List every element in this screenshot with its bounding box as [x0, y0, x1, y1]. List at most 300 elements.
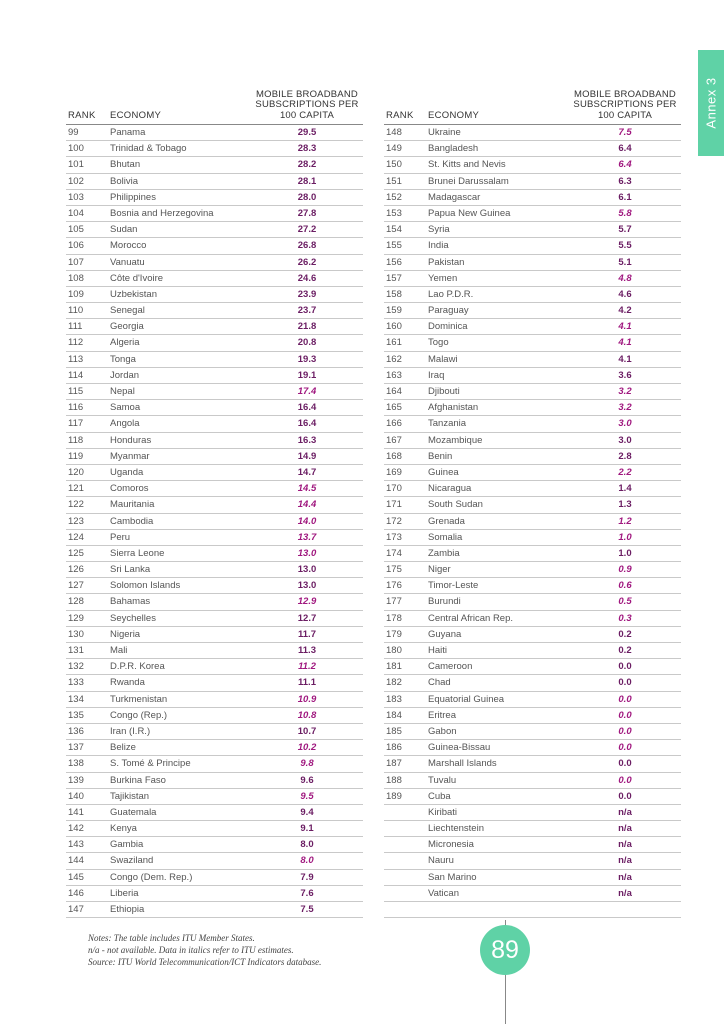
rank-cell: 167 — [386, 434, 402, 446]
rank-cell: 184 — [386, 709, 402, 721]
economy-cell: Guyana — [428, 628, 462, 640]
value-cell: 27.8 — [297, 207, 317, 219]
value-cell: 10.2 — [297, 742, 317, 754]
table-header — [384, 86, 681, 125]
value-cell: n/a — [618, 823, 632, 835]
table-row — [384, 238, 681, 254]
table-row — [66, 659, 363, 675]
ranking-table-left — [66, 86, 363, 918]
economy-cell: Ethiopia — [110, 904, 145, 915]
annex-label: Annex 3 — [703, 77, 719, 129]
rank-cell: 127 — [68, 580, 84, 592]
rank-header: RANK — [386, 110, 414, 121]
economy-cell: Guinea — [428, 466, 459, 478]
rank-cell: 179 — [386, 628, 402, 640]
economy-cell: Honduras — [110, 434, 152, 446]
value-cell: 9.6 — [300, 774, 314, 786]
rank-cell: 165 — [386, 402, 402, 414]
economy-cell: Solomon Islands — [110, 580, 181, 592]
value-cell: 14.7 — [297, 466, 317, 478]
rank-cell: 137 — [68, 742, 84, 754]
table-row — [66, 740, 363, 756]
rank-cell: 183 — [386, 693, 402, 705]
value-cell: 7.9 — [300, 871, 314, 883]
rank-cell: 140 — [68, 790, 84, 802]
rank-cell: 120 — [68, 466, 84, 478]
rank-cell: 133 — [68, 677, 84, 689]
economy-cell: Nepal — [110, 386, 135, 397]
table-row — [66, 675, 363, 691]
table-row — [384, 222, 681, 238]
value-cell: n/a — [618, 839, 632, 851]
economy-cell: Panama — [110, 127, 146, 138]
value-cell: 12.9 — [297, 596, 317, 608]
value-cell: 0.0 — [618, 693, 632, 705]
value-cell: 5.5 — [618, 240, 632, 252]
value-cell: 17.4 — [297, 386, 317, 397]
economy-cell: Angola — [110, 418, 140, 430]
economy-cell: San Marino — [428, 871, 477, 883]
table-row — [384, 368, 681, 384]
value-cell: 0.0 — [618, 742, 632, 754]
economy-cell: Georgia — [110, 321, 144, 333]
value-cell: 12.7 — [297, 612, 317, 624]
table-row — [66, 416, 363, 432]
table-row — [66, 530, 363, 546]
economy-cell: Djibouti — [428, 386, 460, 397]
table-row — [384, 562, 681, 578]
table-row — [384, 335, 681, 351]
table-row — [384, 514, 681, 530]
table-row — [384, 384, 681, 400]
economy-cell: Grenada — [428, 515, 465, 527]
table-row — [384, 611, 681, 627]
value-cell: 0.2 — [618, 645, 632, 656]
value-cell: 28.3 — [297, 143, 317, 155]
table-row — [384, 740, 681, 756]
value-cell: 0.0 — [618, 758, 632, 770]
table-row — [384, 821, 681, 837]
table-row — [66, 190, 363, 206]
economy-cell: Mozambique — [428, 434, 483, 446]
table-row — [66, 870, 363, 886]
table-row — [384, 789, 681, 805]
economy-cell: Brunei Darussalam — [428, 175, 509, 187]
economy-cell: Bosnia and Herzegovina — [110, 207, 214, 219]
table-row — [66, 821, 363, 837]
table-row — [384, 141, 681, 157]
table-row — [384, 805, 681, 821]
value-cell: n/a — [618, 806, 632, 818]
value-cell: 0.9 — [618, 564, 632, 576]
value-cell: 7.5 — [300, 904, 314, 915]
value-cell: 6.3 — [618, 175, 632, 187]
value-cell: 5.7 — [618, 224, 632, 236]
table-row — [66, 465, 363, 481]
table-row — [384, 416, 681, 432]
value-cell: 1.2 — [618, 515, 632, 527]
value-cell: 28.0 — [297, 191, 317, 203]
table-row — [66, 692, 363, 708]
economy-cell: Congo (Rep.) — [110, 709, 168, 721]
table-row — [384, 756, 681, 772]
value-cell: 16.3 — [297, 434, 317, 446]
rank-cell: 155 — [386, 240, 402, 252]
table-row — [384, 546, 681, 562]
value-cell: 2.2 — [618, 466, 632, 478]
rank-cell: 105 — [68, 224, 84, 236]
economy-cell: Mali — [110, 645, 128, 656]
economy-cell: Cuba — [428, 790, 451, 802]
table-row — [66, 449, 363, 465]
table-row — [66, 514, 363, 530]
value-cell: 6.1 — [618, 191, 632, 203]
ranking-table-right — [384, 86, 681, 918]
table-row — [66, 578, 363, 594]
value-cell: 16.4 — [297, 402, 317, 414]
rank-cell: 113 — [68, 353, 84, 365]
economy-cell: Kiribati — [428, 806, 458, 818]
economy-cell: Seychelles — [110, 612, 156, 624]
rank-cell: 182 — [386, 677, 402, 689]
value-cell: 8.0 — [300, 855, 314, 867]
rank-cell: 171 — [386, 499, 402, 511]
rank-cell: 118 — [68, 434, 84, 446]
value-cell: 11.1 — [298, 677, 316, 689]
economy-cell: Samoa — [110, 402, 141, 414]
economy-cell: Micronesia — [428, 839, 474, 851]
rank-cell: 178 — [386, 612, 402, 624]
table-row — [66, 125, 363, 141]
value-cell: 9.4 — [300, 806, 314, 818]
rank-cell: 119 — [68, 450, 84, 462]
economy-cell: Nigeria — [110, 628, 141, 640]
rank-cell: 144 — [68, 855, 84, 867]
rank-cell: 176 — [386, 580, 402, 592]
value-cell: 4.1 — [618, 321, 632, 333]
economy-cell: Gabon — [428, 725, 457, 737]
table-row — [66, 141, 363, 157]
table-row — [384, 352, 681, 368]
economy-cell: Kenya — [110, 823, 137, 835]
economy-cell: Bahamas — [110, 596, 151, 608]
rank-cell: 142 — [68, 823, 84, 835]
economy-cell: Liberia — [110, 887, 139, 899]
rank-cell: 166 — [386, 418, 402, 430]
page-number: 89 — [480, 925, 530, 975]
economy-cell: Rwanda — [110, 677, 145, 689]
economy-cell: Vanuatu — [110, 256, 145, 268]
economy-cell: Guatemala — [110, 806, 157, 818]
rank-cell: 177 — [386, 596, 402, 608]
economy-cell: Cameroon — [428, 661, 473, 673]
rank-cell: 125 — [68, 547, 84, 559]
value-cell: 14.0 — [297, 515, 317, 527]
value-cell: 0.0 — [618, 725, 632, 737]
value-cell: 5.8 — [618, 207, 632, 219]
rank-cell: 103 — [68, 191, 84, 203]
value-cell: 0.2 — [618, 628, 632, 640]
economy-cell: Tonga — [110, 353, 136, 365]
value-header: MOBILE BROADBAND SUBSCRIPTIONS PER 100 CAPITA — [255, 88, 359, 121]
economy-cell: Myanmar — [110, 450, 150, 462]
table-row — [66, 756, 363, 772]
rank-cell: 147 — [68, 904, 84, 915]
value-cell: 27.2 — [297, 224, 317, 236]
rank-cell: 129 — [68, 612, 84, 624]
economy-cell: Eritrea — [428, 709, 456, 721]
economy-cell: D.P.R. Korea — [110, 661, 165, 673]
value-cell: n/a — [618, 855, 632, 867]
rank-cell: 139 — [68, 774, 84, 786]
rank-cell: 157 — [386, 272, 402, 284]
table-row — [384, 174, 681, 190]
economy-cell: St. Kitts and Nevis — [428, 159, 506, 171]
economy-cell: Peru — [110, 531, 131, 543]
value-cell: 13.7 — [297, 531, 317, 543]
rank-cell: 115 — [68, 386, 84, 397]
value-cell: 13.0 — [297, 580, 317, 592]
table-row — [384, 886, 681, 902]
economy-cell: Tuvalu — [428, 774, 457, 786]
table-row — [384, 433, 681, 449]
table-row — [384, 530, 681, 546]
economy-cell: Malawi — [428, 353, 458, 365]
value-cell: 24.6 — [297, 272, 317, 284]
table-row — [384, 724, 681, 740]
value-cell: 20.8 — [297, 337, 317, 349]
rank-cell: 160 — [386, 321, 402, 333]
rank-cell: 148 — [386, 127, 402, 138]
table-row — [66, 335, 363, 351]
economy-cell: Haiti — [428, 645, 448, 656]
economy-cell: Cambodia — [110, 515, 154, 527]
value-cell: 3.0 — [618, 434, 632, 446]
rank-cell: 143 — [68, 839, 84, 851]
table-row — [384, 287, 681, 303]
rank-cell: 106 — [68, 240, 84, 252]
value-cell: 3.0 — [618, 418, 632, 430]
value-cell: 5.1 — [618, 256, 632, 268]
table-row — [384, 465, 681, 481]
economy-cell: Marshall Islands — [428, 758, 497, 770]
value-cell: 10.7 — [297, 725, 317, 737]
value-cell: 0.5 — [618, 596, 632, 608]
table-row — [384, 643, 681, 659]
economy-cell: Uganda — [110, 466, 144, 478]
economy-cell: Trinidad & Tobago — [110, 143, 187, 155]
table-row — [384, 125, 681, 141]
rank-cell: 154 — [386, 224, 402, 236]
economy-cell: Tajikistan — [110, 790, 150, 802]
table-row — [384, 837, 681, 853]
value-cell: 13.0 — [297, 564, 317, 576]
economy-cell: Madagascar — [428, 191, 481, 203]
table-row — [384, 627, 681, 643]
value-cell: 14.4 — [297, 499, 317, 511]
value-header: MOBILE BROADBAND SUBSCRIPTIONS PER 100 CAPITA — [573, 88, 677, 121]
table-row — [384, 449, 681, 465]
rank-cell: 158 — [386, 288, 402, 300]
rank-cell: 189 — [386, 790, 402, 802]
value-cell: 3.6 — [618, 369, 632, 381]
rank-cell: 121 — [68, 483, 84, 495]
table-row — [384, 303, 681, 319]
rank-cell: 122 — [68, 499, 84, 511]
rank-cell: 107 — [68, 256, 84, 268]
economy-cell: Swaziland — [110, 855, 154, 867]
economy-cell: Belize — [110, 742, 136, 754]
value-cell: 0.0 — [618, 677, 632, 689]
economy-cell: Senegal — [110, 305, 145, 317]
economy-cell: Central African Rep. — [428, 612, 514, 624]
economy-cell: Somalia — [428, 531, 463, 543]
economy-cell: Paraguay — [428, 305, 469, 317]
rank-cell: 163 — [386, 369, 402, 381]
table-row — [66, 611, 363, 627]
rank-cell: 152 — [386, 191, 402, 203]
rank-cell: 162 — [386, 353, 402, 365]
table-body — [66, 125, 363, 918]
rank-cell: 131 — [68, 645, 84, 656]
value-cell: 9.5 — [300, 790, 314, 802]
table-row — [66, 303, 363, 319]
rank-cell: 136 — [68, 725, 84, 737]
rank-cell: 168 — [386, 450, 402, 462]
rank-cell: 156 — [386, 256, 402, 268]
value-cell: 3.2 — [618, 402, 632, 414]
value-cell: 23.7 — [297, 305, 317, 317]
table-row — [384, 773, 681, 789]
economy-cell: Bhutan — [110, 159, 141, 171]
economy-header: ECONOMY — [428, 110, 480, 121]
economy-cell: Algeria — [110, 337, 140, 349]
economy-cell: Bangladesh — [428, 143, 479, 155]
value-cell: 26.2 — [297, 256, 317, 268]
economy-cell: Jordan — [110, 369, 140, 381]
economy-cell: Burkina Faso — [110, 774, 166, 786]
value-cell: 19.3 — [297, 353, 317, 365]
rank-cell: 161 — [386, 337, 402, 349]
rank-cell: 108 — [68, 272, 84, 284]
rank-cell: 114 — [68, 369, 84, 381]
table-row — [66, 837, 363, 853]
rank-cell: 164 — [386, 386, 402, 397]
table-row — [384, 659, 681, 675]
value-cell: 11.2 — [298, 661, 316, 673]
rank-cell: 174 — [386, 547, 402, 559]
economy-cell: Guinea-Bissau — [428, 742, 491, 754]
economy-cell: Vatican — [428, 887, 459, 899]
rank-cell: 102 — [68, 175, 84, 187]
value-cell: 4.2 — [618, 305, 632, 317]
economy-cell: Sudan — [110, 224, 138, 236]
economy-cell: Philippines — [110, 191, 156, 203]
value-cell: 0.6 — [618, 580, 632, 592]
value-cell: 1.3 — [618, 499, 632, 511]
economy-cell: Chad — [428, 677, 451, 689]
value-cell: 29.5 — [297, 127, 317, 138]
economy-cell: Congo (Dem. Rep.) — [110, 871, 193, 883]
table-row — [66, 319, 363, 335]
economy-cell: Bolivia — [110, 175, 138, 187]
economy-cell: Liechtenstein — [428, 823, 484, 835]
rank-cell: 153 — [386, 207, 402, 219]
table-row — [384, 497, 681, 513]
rank-cell: 150 — [386, 159, 402, 171]
table-row — [66, 773, 363, 789]
rank-cell: 124 — [68, 531, 84, 543]
economy-cell: Togo — [428, 337, 449, 349]
rank-cell: 169 — [386, 466, 402, 478]
rank-header: RANK — [68, 110, 96, 121]
table-row — [66, 805, 363, 821]
value-cell: 16.4 — [297, 418, 317, 430]
value-cell: 28.1 — [297, 175, 317, 187]
rank-cell: 116 — [68, 402, 84, 414]
economy-cell: Dominica — [428, 321, 468, 333]
economy-cell: Pakistan — [428, 256, 465, 268]
table-row — [384, 157, 681, 173]
economy-cell: Equatorial Guinea — [428, 693, 505, 705]
rank-cell: 181 — [386, 661, 402, 673]
rank-cell: 173 — [386, 531, 402, 543]
table-row — [384, 271, 681, 287]
value-cell: 0.0 — [618, 774, 632, 786]
value-cell: 0.0 — [618, 661, 632, 673]
table-row — [384, 190, 681, 206]
table-row — [66, 497, 363, 513]
annex-tab — [698, 50, 724, 156]
value-cell: 4.1 — [618, 353, 632, 365]
value-cell: n/a — [618, 871, 632, 883]
table-row — [384, 675, 681, 691]
table-row — [384, 481, 681, 497]
value-cell: n/a — [618, 887, 632, 899]
rank-cell: 186 — [386, 742, 402, 754]
economy-cell: Tanzania — [428, 418, 467, 430]
value-cell: 11.3 — [298, 645, 316, 656]
table-row — [384, 594, 681, 610]
rank-cell: 109 — [68, 288, 84, 300]
economy-cell: Turkmenistan — [110, 693, 168, 705]
value-cell: 0.0 — [618, 790, 632, 802]
value-cell: 11.7 — [298, 628, 316, 640]
economy-cell: Nauru — [428, 855, 454, 867]
rank-cell: 188 — [386, 774, 402, 786]
rank-cell: 110 — [68, 305, 84, 317]
table-row — [384, 870, 681, 886]
value-cell: 7.5 — [618, 127, 632, 138]
table-row — [66, 174, 363, 190]
table-row — [384, 578, 681, 594]
value-cell: 1.4 — [618, 483, 632, 495]
table-row — [66, 481, 363, 497]
table-row — [66, 157, 363, 173]
value-cell: 2.8 — [618, 450, 632, 462]
note-line: n/a - not available. Data in italics refer to ITU estimates. — [88, 945, 294, 955]
table-row — [66, 789, 363, 805]
table-row — [66, 708, 363, 724]
rank-cell: 187 — [386, 758, 402, 770]
economy-cell: Zambia — [428, 547, 460, 559]
rank-cell: 185 — [386, 725, 402, 737]
value-cell: 1.0 — [618, 531, 632, 543]
table-row — [384, 206, 681, 222]
rank-cell: 149 — [386, 143, 402, 155]
rank-cell: 111 — [68, 321, 83, 333]
rank-cell: 99 — [68, 127, 79, 138]
